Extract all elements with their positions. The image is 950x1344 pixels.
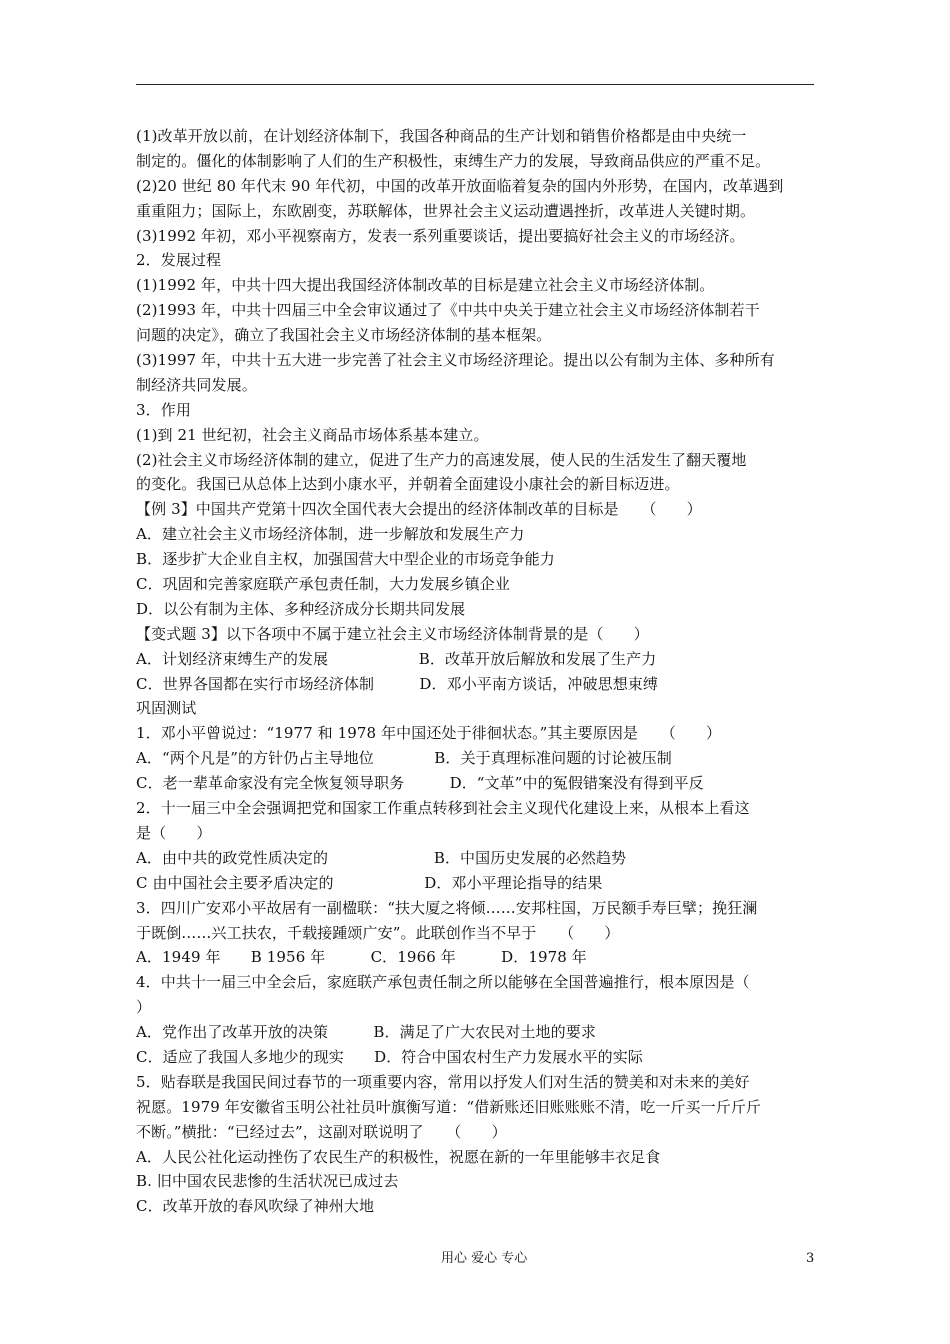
answer-option: A．党作出了改革开放的决策 B．满足了广大农民对土地的要求 (136, 1023, 596, 1042)
answer-option: B. 旧中国农民悲惨的生活状况已成过去 (136, 1172, 399, 1191)
text-line: (2)1993 年，中共十四届三中全会审议通过了《中共中央关于建立社会主义市场经济体制若干 (136, 301, 760, 320)
question-stem: 2．十一届三中全会强调把党和国家工作重点转移到社会主义现代化建设上来，从根本上看这 (136, 799, 750, 818)
page-number: 3 (806, 1251, 815, 1266)
text-line: (1)1992 年，中共十四大提出我国经济体制改革的目标是建立社会主义市场经济体制。 (136, 276, 715, 295)
text-line: (2)社会主义市场经济体制的建立，促进了生产力的高速发展，使人民的生活发生了翻天覆地 (136, 450, 747, 469)
answer-option: C．适应了我国人多地少的现实 D．符合中国农村生产力发展水平的实际 (136, 1047, 643, 1066)
question-stem: 1．邓小平曾说过：“1977 和 1978 年中国还处于徘徊状态。”其主要原因是 （ ） (136, 724, 722, 743)
page-footer (0, 1249, 950, 1269)
text-line: (1)到 21 世纪初，社会主义商品市场体系基本建立。 (136, 425, 489, 444)
answer-option: C．改革开放的春风吹绿了神州大地 (136, 1197, 375, 1216)
text-line: 制定的。僵化的体制影响了人们的生产积极性，束缚生产力的发展，导致商品供应的严重不足。 (136, 151, 771, 170)
answer-option: C．老一辈革命家没有完全恢复领导职务 D．“文革”中的冤假错案没有得到平反 (136, 774, 704, 793)
text-line: (3)1992 年初，邓小平视察南方，发表一系列重要谈话，提出要搞好社会主义的市场经济。 (136, 226, 745, 245)
header-rule (136, 84, 814, 85)
question-stem: 不断。”横批：“已经过去”，这副对联说明了 （ ） (136, 1122, 507, 1141)
question-stem: 5．贴春联是我国民间过春节的一项重要内容，常用以抒发人们对生活的赞美和对未来的美好 (136, 1072, 750, 1091)
section-heading: 3．作用 (136, 400, 191, 419)
answer-option: A．“两个凡是”的方针仍占主导地位 B．关于真理标准问题的讨论被压制 (136, 749, 672, 768)
question-stem: 祝愿。1979 年安徽省玉明公社社员叶旗衡写道：“借新账还旧账账账不清，吃一斤买一斤斤斤 (136, 1097, 762, 1116)
question-stem: ） (136, 998, 152, 1017)
text-line: (2)20 世纪 80 年代末 90 年代初，中国的改革开放面临着复杂的国内外形势，在国内，改革遇到 (136, 176, 784, 195)
question-stem: 【例 3】中国共产党第十四次全国代表大会提出的经济体制改革的目标是 （ ） (136, 500, 702, 519)
text-line: 重重阻力；国际上，东欧剧变，苏联解体，世界社会主义运动遭遇挫折，改革进人关键时期。 (136, 201, 756, 220)
question-stem: 4．中共十一届三中全会后，家庭联产承包责任制之所以能够在全国普遍推行，根本原因是（ (136, 973, 750, 992)
question-stem: 【变式题 3】以下各项中不属于建立社会主义市场经济体制背景的是（ ） (136, 624, 649, 643)
answer-option: A．1949 年 B 1956 年 C．1966 年 D．1978 年 (136, 948, 587, 967)
answer-option: D．以公有制为主体、多种经济成分长期共同发展 (136, 599, 466, 618)
answer-option: A．建立社会主义市场经济体制，进一步解放和发展生产力 (136, 525, 525, 544)
question-stem: 是（ ） (136, 823, 212, 842)
answer-option: B．逐步扩大企业自主权，加强国营大中型企业的市场竞争能力 (136, 550, 555, 569)
text-line: 问题的决定》，确立了我国社会主义市场经济体制的基本框架。 (136, 326, 552, 345)
answer-option: C．世界各国都在实行市场经济体制 D．邓小平南方谈话，冲破思想束缚 (136, 674, 659, 693)
question-stem: 于既倒……兴工扶农，千载接踵颂广安”。此联创作当不早于 （ ） (136, 923, 620, 942)
text-line: (1)改革开放以前，在计划经济体制下，我国各种商品的生产计划和销售价格都是由中央统一 (136, 127, 747, 145)
text-line: 制经济共同发展。 (136, 375, 257, 394)
answer-option: C 由中国社会主要矛盾决定的 D．邓小平理论指导的结果 (136, 873, 603, 892)
section-heading: 2．发展过程 (136, 251, 222, 270)
text-line: 的变化。我国已从总体上达到小康水平，并朝着全面建设小康社会的新目标迈进。 (136, 475, 680, 494)
answer-option: C．巩固和完善家庭联产承包责任制，大力发展乡镇企业 (136, 575, 510, 594)
section-heading: 巩固测试 (136, 699, 197, 718)
answer-option: A．由中共的政党性质决定的 B．中国历史发展的必然趋势 (136, 848, 627, 867)
page-body (136, 124, 816, 1219)
footer-motto: 用心 爱心 专心 (441, 1251, 528, 1266)
answer-option: A．计划经济束缚生产的发展 B．改革开放后解放和发展了生产力 (136, 649, 657, 668)
question-stem: 3．四川广安邓小平故居有一副楹联：“扶大厦之将倾……安邦柱国，万民额手寿巨擘；挽狂澜 (136, 898, 758, 917)
text-line: (3)1997 年，中共十五大进一步完善了社会主义市场经济理论。提出以公有制为主体、多种所有 (136, 351, 775, 370)
answer-option: A．人民公社化运动挫伤了农民生产的积极性，祝愿在新的一年里能够丰衣足食 (136, 1147, 661, 1166)
